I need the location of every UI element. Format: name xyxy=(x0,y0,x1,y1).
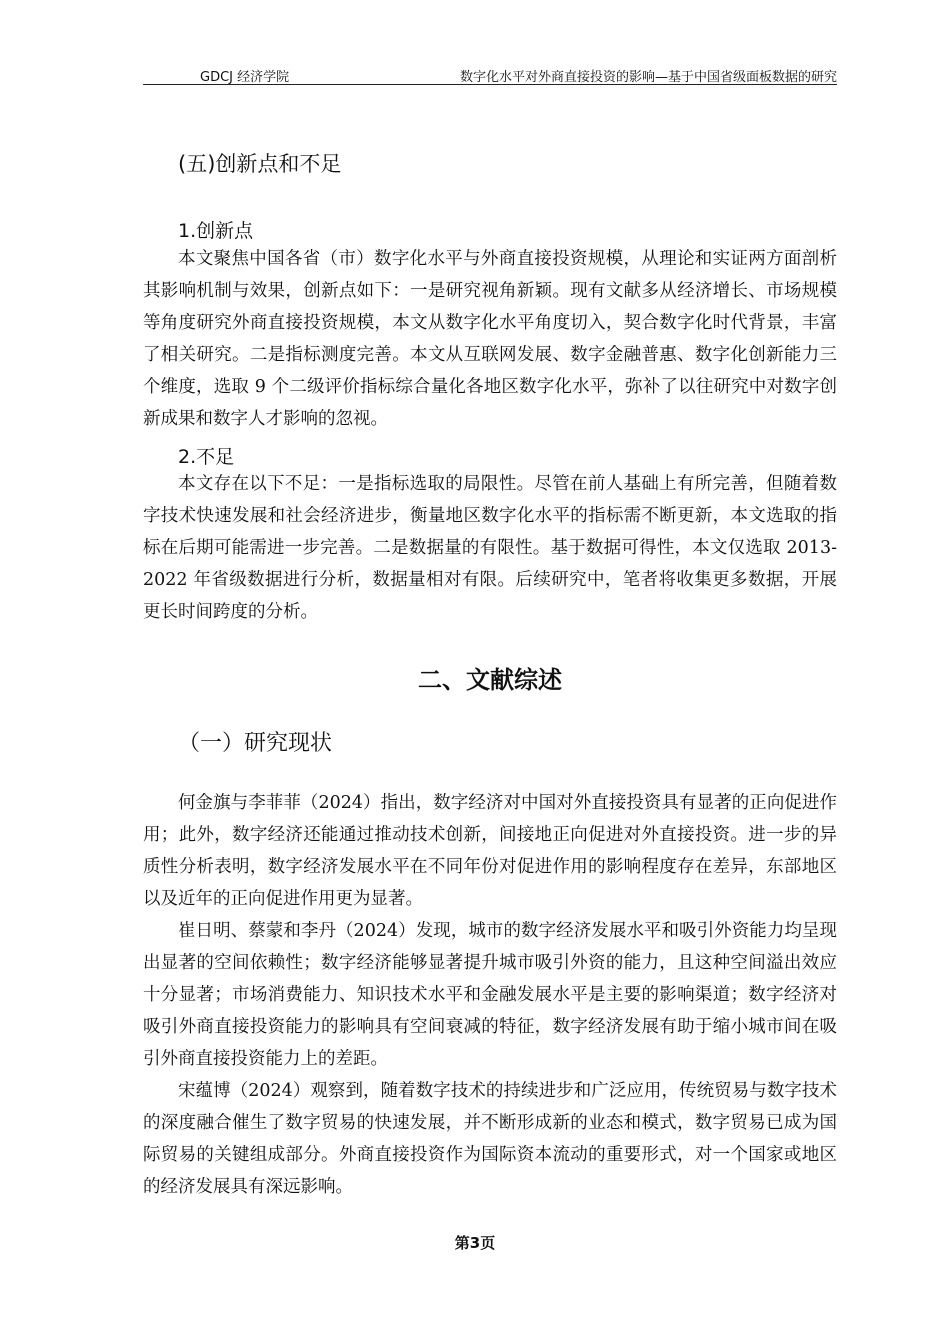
paragraph-lit-2: 崔日明、蔡蒙和李丹（2024）发现，城市的数字经济发展水平和吸引外资能力均呈现出显著的空间依赖性；数字经济能够显著提升城市吸引外资的能力，且这种空间溢出效应十分显著；市场消费能力、知识技术水平和金融发展水平是主要的影响渠道；数字经济对吸引外商直接投资能力的影响具有空间衰减的特征，数字经济发展有助于缩小城市间在吸引外商直接投资能力上的差距。 xyxy=(143,921,837,1069)
header-paper-title: 数字化水平对外商直接投资的影响—基于中国省级面板数据的研究 xyxy=(459,70,837,85)
paragraph-innovation: 本文聚焦中国各省（市）数字化水平与外商直接投资规模，从理论和实证两方面剖析其影响机制与效果，创新点如下：一是研究视角新颖。现有文献多从经济增长、市场规模等角度研究外商直接投资规模，本文从数字化水平角度切入，契合数字化时代背景，丰富了相关研究。二是指标测度完善。本文从互联网发展、数字金融普惠、数字化创新能力三个维度，选取 9 个二级评价指标综合量化各地区数字化水平，弥补了以往研究中对数字创新成果和数字人才影响的忽视。 xyxy=(143,249,837,429)
subheading-shortcomings: 2.不足 xyxy=(178,446,235,468)
paragraph-lit-3: 宋蕴博（2024）观察到，随着数字技术的持续进步和广泛应用，传统贸易与数字技术的深度融合催生了数字贸易的快速发展，并不断形成新的业态和模式，数字贸易已成为国际贸易的关键组成部分。外商直接投资作为国际资本流动的重要形式，对一个国家或地区的经济发展具有深远影响。 xyxy=(143,1081,837,1197)
header-school: GDCJ 经济学院 xyxy=(200,70,290,85)
paragraph-shortcomings: 本文存在以下不足：一是指标选取的局限性。尽管在前人基础上有所完善，但随着数字技术快速发展和社会经济进步，衡量地区数字化水平的指标需不断更新，本文选取的指标在后期可能需进一步完善。二是数据量的有限性。基于数据可得性，本文仅选取 2013-2022 年省级数据进行分析，数据量相对有限。后续研究中，笔者将收集更多数据，开展更长时间跨度的分析。 xyxy=(143,474,837,622)
paragraph-lit-1: 何金旗与李菲菲（2024）指出，数字经济对中国对外直接投资具有显著的正向促进作用；此外，数字经济还能通过推动技术创新，间接地正向促进对外直接投资。进一步的异质性分析表明，数字经济发展水平在不同年份对促进作用的影响程度存在差异，东部地区以及近年的正向促进作用更为显著。 xyxy=(143,793,837,909)
chapter-title-literature-review: 二、文献综述 xyxy=(418,666,562,694)
section-heading-research-status: （一）研究现状 xyxy=(178,731,333,756)
section-heading-innovation: (五)创新点和不足 xyxy=(178,152,342,176)
subheading-innovation-points: 1.创新点 xyxy=(178,220,254,242)
page-header xyxy=(143,64,837,85)
page-number: 第3页 xyxy=(454,1234,496,1252)
